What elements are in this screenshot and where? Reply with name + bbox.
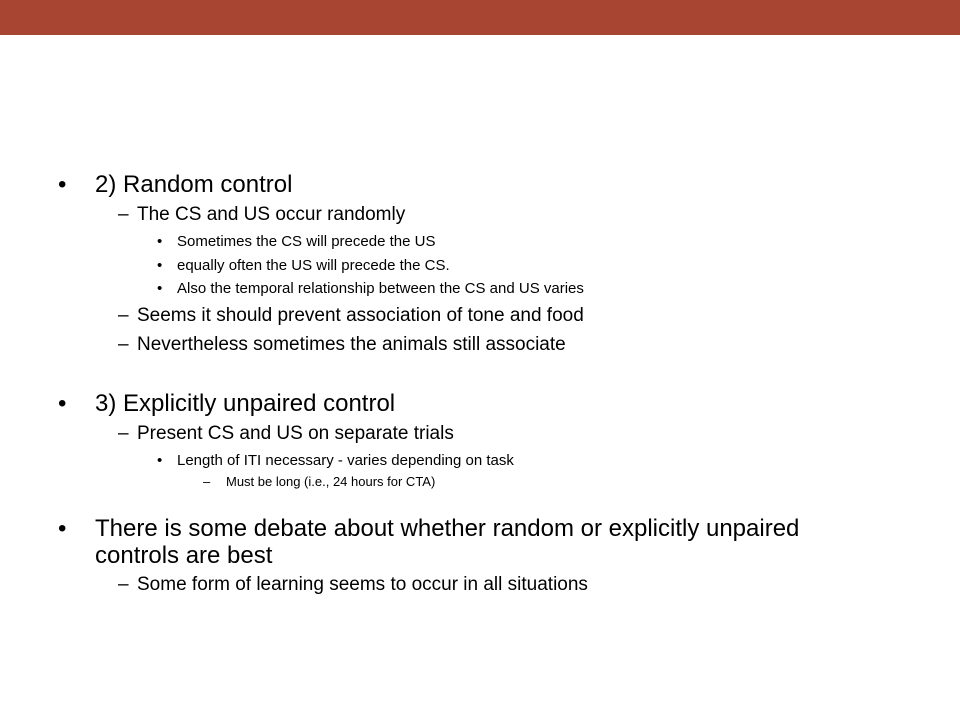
dash-level4: – <box>203 474 211 489</box>
text-learning-all-situations: Some form of learning seems to occur in all situations <box>137 574 588 595</box>
bullet-level3: • <box>157 280 163 297</box>
dash-level2: – <box>118 334 129 355</box>
text-cs-precede: Sometimes the CS will precede the US <box>177 233 436 250</box>
dash-level2: – <box>118 204 129 225</box>
dash-level2: – <box>118 423 129 444</box>
bullet-level3: • <box>157 452 163 469</box>
dash-level2: – <box>118 574 129 595</box>
text-random-occur: The CS and US occur randomly <box>137 204 406 225</box>
text-still-associate: Nevertheless sometimes the animals still associate <box>137 334 566 355</box>
text-debate-line2: controls are best <box>95 542 273 569</box>
bullet-level1: • <box>58 515 67 542</box>
text-us-precede: equally often the US will precede the CS. <box>177 257 450 274</box>
heading-random-control: 2) Random control <box>95 171 293 198</box>
text-must-be-long: Must be long (i.e., 24 hours for CTA) <box>226 474 436 489</box>
dash-level2: – <box>118 305 129 326</box>
bullet-level3: • <box>157 233 163 250</box>
heading-explicitly-unpaired: 3) Explicitly unpaired control <box>95 390 396 417</box>
text-iti-length: Length of ITI necessary - varies depending on task <box>177 452 514 469</box>
bullet-level3: • <box>157 257 163 274</box>
bullet-level1: • <box>58 171 67 198</box>
text-prevent-association: Seems it should prevent association of tone and food <box>137 305 584 326</box>
bullet-level1: • <box>58 390 67 417</box>
text-temporal-varies: Also the temporal relationship between the CS and US varies <box>177 280 584 297</box>
text-separate-trials: Present CS and US on separate trials <box>137 423 454 444</box>
text-debate-line1: There is some debate about whether random or explicitly unpaired <box>95 515 800 542</box>
